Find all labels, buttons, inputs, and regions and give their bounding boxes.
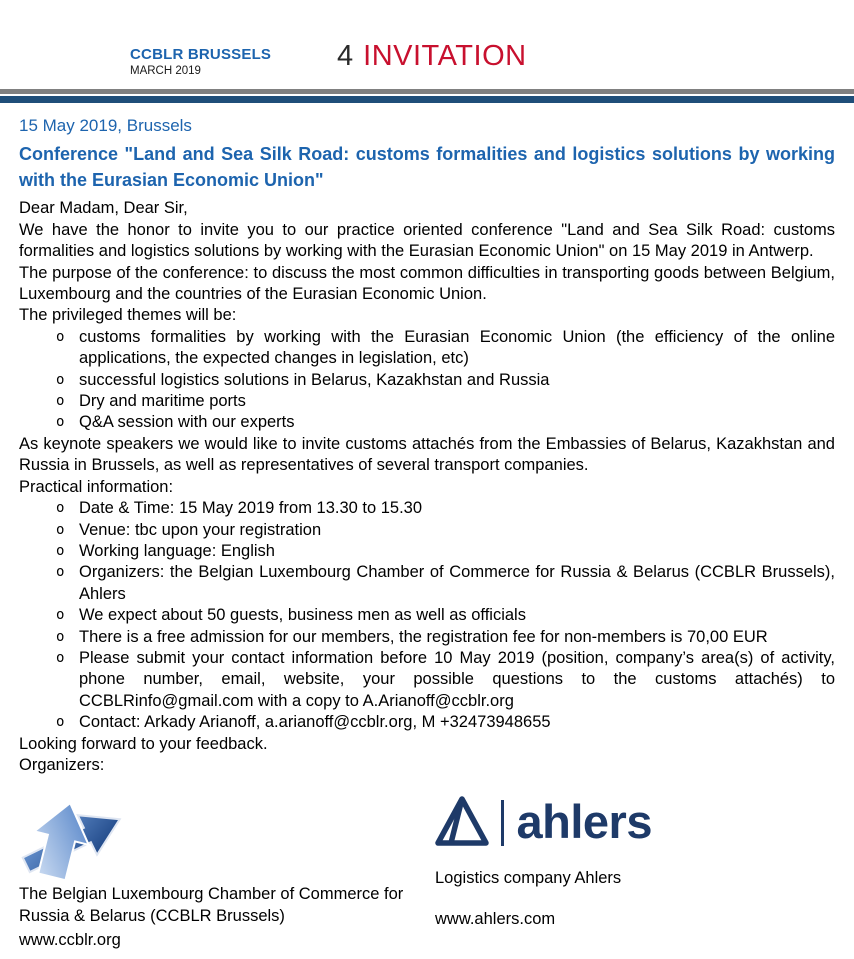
themes-list bbox=[19, 327, 835, 434]
themes-intro: The privileged themes will be: bbox=[19, 306, 237, 325]
list-item-text: Q&A session with our experts bbox=[79, 413, 295, 432]
list-item-text: Working language: English bbox=[79, 541, 275, 560]
organizer-ccblr bbox=[19, 780, 435, 951]
list-item bbox=[19, 370, 835, 391]
list-item-text: Dry and maritime ports bbox=[79, 392, 246, 411]
section-title: INVITATION bbox=[363, 40, 527, 72]
conference-title: Conference "Land and Sea Silk Road: customs formalities and logistics solutions by working with the Eurasian Economic Union" bbox=[19, 144, 835, 191]
ahlers-url-link[interactable]: www.ahlers.com bbox=[435, 909, 556, 928]
list-item bbox=[19, 412, 835, 433]
bullet-marker: o bbox=[56, 414, 65, 431]
letter-body bbox=[0, 103, 854, 776]
list-item-text: customs formalities by working with the Eurasian Economic Union (the efficiency of the online applications, the expected changes in legislation, etc) bbox=[79, 327, 835, 368]
paragraph-purpose: The purpose of the conference: to discuss the most common difficulties in transporting goods between Belgium, Luxembourg and the countries of the Eurasian Economic Union. bbox=[19, 263, 835, 304]
ahlers-wordmark: ahlers bbox=[516, 794, 652, 848]
organizers-section bbox=[0, 776, 854, 951]
list-item bbox=[19, 520, 835, 541]
list-item bbox=[19, 712, 835, 733]
paragraph-keynote: As keynote speakers we would like to invite customs attachés from the Embassies of Belarus, Kazakhstan and Russia in Brussels, as well as representatives of several transport companies. bbox=[19, 434, 835, 475]
bullet-marker: o bbox=[56, 714, 65, 731]
practical-list bbox=[19, 498, 835, 733]
bullet-marker: o bbox=[56, 521, 65, 538]
ahlers-triangle-icon bbox=[435, 795, 489, 852]
ahlers-name: Logistics company Ahlers bbox=[435, 869, 622, 888]
list-item bbox=[19, 327, 835, 370]
bullet-marker: o bbox=[56, 328, 65, 345]
list-item-text: Date & Time: 15 May 2019 from 13.30 to 15.30 bbox=[79, 499, 423, 518]
bullet-marker: o bbox=[56, 564, 65, 581]
organizers-label: Organizers: bbox=[19, 755, 105, 774]
list-item bbox=[19, 498, 835, 519]
divider-blue bbox=[0, 96, 854, 103]
bullet-marker: o bbox=[56, 500, 65, 517]
bullet-marker: o bbox=[56, 542, 65, 559]
divider-gray bbox=[0, 89, 854, 94]
list-item-text: Contact: Arkady Arianoff, a.arianoff@ccblr.org, M +32473948655 bbox=[79, 713, 551, 732]
list-item bbox=[19, 627, 835, 648]
list-item bbox=[19, 391, 835, 412]
bullet-marker: o bbox=[56, 393, 65, 410]
bullet-marker: o bbox=[56, 649, 65, 666]
list-item-text: successful logistics solutions in Belarus, Kazakhstan and Russia bbox=[79, 370, 550, 389]
list-item bbox=[19, 541, 835, 562]
header-org: CCBLR BRUSSELS bbox=[130, 46, 272, 63]
ccblr-logo-icon bbox=[19, 780, 435, 880]
ahlers-logo-divider bbox=[501, 800, 504, 846]
list-item-text: We expect about 50 guests, business men as well as officials bbox=[79, 606, 526, 625]
list-item-text: Venue: tbc upon your registration bbox=[79, 520, 322, 539]
list-item bbox=[19, 562, 835, 605]
header-title bbox=[337, 40, 527, 72]
bullet-marker: o bbox=[56, 628, 65, 645]
list-item bbox=[19, 648, 835, 712]
salutation: Dear Madam, Dear Sir, bbox=[19, 199, 188, 218]
dateline: 15 May 2019, Brussels bbox=[19, 116, 192, 135]
closing-line: Looking forward to your feedback. bbox=[19, 734, 268, 753]
list-item bbox=[19, 605, 835, 626]
ccblr-url-link[interactable]: www.ccblr.org bbox=[19, 931, 121, 950]
bullet-marker: o bbox=[56, 607, 65, 624]
list-item-text: There is a free admission for our members, the registration fee for non-members is 70,00 EUR bbox=[79, 627, 768, 646]
paragraph-invite: We have the honor to invite you to our practice oriented conference "Land and Sea Silk Road: customs formalities and logistics solutions by working with the Eurasian Economic Union" on 15 May 2019 in Antwerp. bbox=[19, 220, 835, 261]
ccblr-name: The Belgian Luxembourg Chamber of Commerce for Russia & Belarus (CCBLR Brussels) bbox=[19, 885, 404, 925]
practical-intro: Practical information: bbox=[19, 477, 174, 496]
list-item-text: Please submit your contact information before 10 May 2019 (position, company’s area(s) of activity, phone number, email, website, your possible questions to the customs attachés) to CCBLRinfo@gmail.com with a copy to A.Arianoff@ccblr.org bbox=[79, 648, 835, 710]
ahlers-logo bbox=[435, 792, 835, 854]
organizer-ahlers bbox=[435, 780, 835, 951]
page-header bbox=[0, 0, 854, 103]
page-number: 4 bbox=[337, 40, 354, 72]
header-issue: MARCH 2019 bbox=[130, 65, 201, 77]
list-item-text: Organizers: the Belgian Luxembourg Chamber of Commerce for Russia & Belarus (CCBLR Brussels), Ahlers bbox=[79, 563, 835, 603]
bullet-marker: o bbox=[56, 371, 65, 388]
